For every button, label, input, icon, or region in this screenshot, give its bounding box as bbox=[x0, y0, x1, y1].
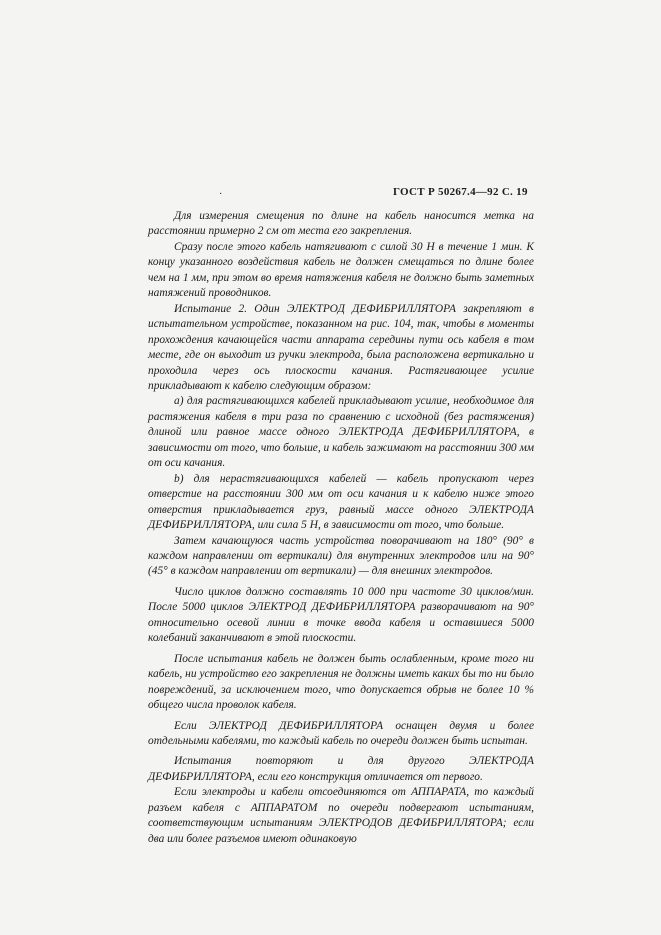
paragraph: Сразу после этого кабель натягивают с силой 30 Н в течение 1 мин. К концу указанного воздействия кабель не должен смещаться по длине более чем на 1 мм, при этом во время натяжения кабеля не должно быть заметных натяжений проводников. bbox=[148, 240, 534, 300]
paragraph: а) для растягивающихся кабелей прикладывают усилие, необходимое для растяжения кабеля в три раза по сравнению с исходной (без растяжения) длиной или равное массе одного ЭЛЕКТРОДА ДЕФИБРИЛЛЯТОРА, в зависимости от того, что больше, и кабель зажимают на расстоянии 300 мм от оси качания. bbox=[148, 395, 534, 470]
paragraph: После испытания кабель не должен быть ослабленным, кроме того ни кабель, ни устройство его закрепления не должны иметь каких бы то ни было повреждений, за исключением того, что допускается обрыв не более 10 % общего числа проволок кабеля. bbox=[148, 652, 534, 712]
paragraph: Испытание 2. Один ЭЛЕКТРОД ДЕФИБРИЛЛЯТОРА закрепляют в испытательном устройстве, показанном на рис. 104, так, чтобы в моменты прохождения качающейся части аппарата середины пути ось кабеля в том месте, где он выходит из ручки электрода, была расположена вертикально и проходила через ось плоскости качания. Растягивающее усилие прикладывают к кабелю следующим образом: bbox=[148, 302, 534, 392]
paragraph: Затем качающуюся часть устройства поворачивают на 180° (90° в каждом направлении от вертикали) для внутренних электродов или на 90° (45° в каждом направлении от вертикали) — для внешних электродов. bbox=[148, 534, 534, 578]
paragraph: Испытания повторяют и для другого ЭЛЕКТРОДА ДЕФИБРИЛЛЯТОРА, если его конструкция отличается от первого. bbox=[148, 755, 534, 783]
paragraph: Если ЭЛЕКТРОД ДЕФИБРИЛЛЯТОРА оснащен двумя и более отдельными кабелями, то каждый кабель по очереди должен быть испытан. bbox=[148, 719, 534, 747]
paragraph: Число циклов должно составлять 10 000 при частоте 30 циклов/мин. После 5000 циклов ЭЛЕКТРОД ДЕФИБРИЛЛЯТОРА разворачивают на 90° относительно осевой линии в точке ввода кабеля и оставшиеся 5000 колебаний заканчивают в этой плоскости. bbox=[148, 585, 534, 645]
paragraph: b) для нерастягивающихся кабелей — кабель пропускают через отверстие на расстоянии 300 мм от оси качания и к кабелю ниже этого отверстия прикладывается груз, равный массе одного ЭЛЕКТРОДА ДЕФИБРИЛЛЯТОРА, или сила 5 Н, в зависимости от того, что больше. bbox=[148, 472, 534, 532]
paragraph: Если электроды и кабели отсоединяются от АППАРАТА, то каждый разъем кабеля с АППАРАТОМ по очереди подвергают испытаниям, соответствующим испытаниям ЭЛЕКТРОДОВ ДЕФИБРИЛЛЯТОРА; если два или более разъемов имеют одинаковую bbox=[148, 786, 534, 845]
body-text bbox=[148, 209, 534, 847]
page-header: ГОСТ Р 50267.4—92 С. 19 bbox=[393, 186, 528, 198]
paragraph: Для измерения смещения по длине на кабель наносится метка на расстоянии примерно 2 см от места его закрепления. bbox=[148, 210, 534, 238]
page-mark: · bbox=[219, 189, 223, 200]
